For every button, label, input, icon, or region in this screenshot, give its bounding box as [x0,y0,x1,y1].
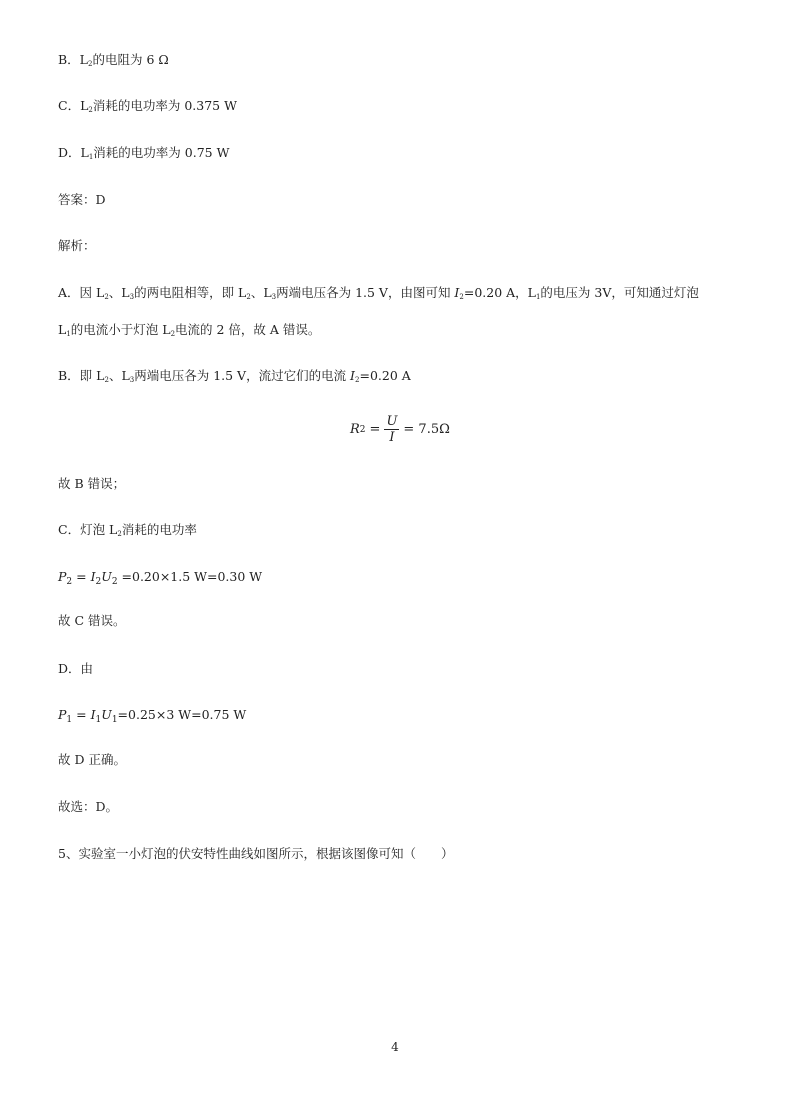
final-choice-line: 故选：D。 [58,799,119,814]
question-5: 5、实验室一小灯泡的伏安特性曲线如图所示，根据该图像可知（ ） [58,846,454,861]
analysis-d-line-1: D．由 [58,661,94,676]
b-wrong-line: 故 B 错误； [58,476,126,491]
analysis-c-line-1: C．灯泡 $L_2$消耗的电功率 [58,522,197,538]
d-right-line: 故 D 正确。 [58,752,126,767]
power-formula-c: $P_2 = I_2U_2 =0.20\times 1.5$ W=0.30 W [58,569,263,587]
page-number: 4 [391,1040,399,1054]
analysis-heading: 解析： [58,238,96,253]
analysis-a-line-2: $L_1$的电流小于灯泡 $L_2$电流的 2 倍，故 A 错误。 [58,322,321,338]
c-wrong-line: 故 C 错误。 [58,613,126,628]
analysis-b-line-1: B．即 $L_2$、$L_3$两端电压各为 1.5 V，流过它们的电流 $I_2=0.20$ A [58,368,411,384]
option-c: C．$L_2$消耗的电功率为 0.375 W [58,98,237,114]
formula-fraction: $\frac{U}{I}$ [386,414,398,445]
answer-line: 答案：D [58,192,106,207]
option-b: B．$L_2$的电阻为 6 Ω [58,52,169,68]
power-formula-d: $P_1 = I_1U_1=0.25\times 3$ W=0.75 W [58,707,247,725]
option-d: D．$L_1$消耗的电功率为 0.75 W [58,145,230,161]
resistance-formula: R 2 = $\frac{U}{I}$ = 7.5Ω [350,414,450,445]
analysis-a-line-1: A．因 $L_2$、$L_3$的两电阻相等，即 $L_2$、$L_3$两端电压各为 1.5 V，由图可知 $I_2=0.20$ A，$L_1$的电压为 3V，可知通过灯泡 [58,285,699,301]
